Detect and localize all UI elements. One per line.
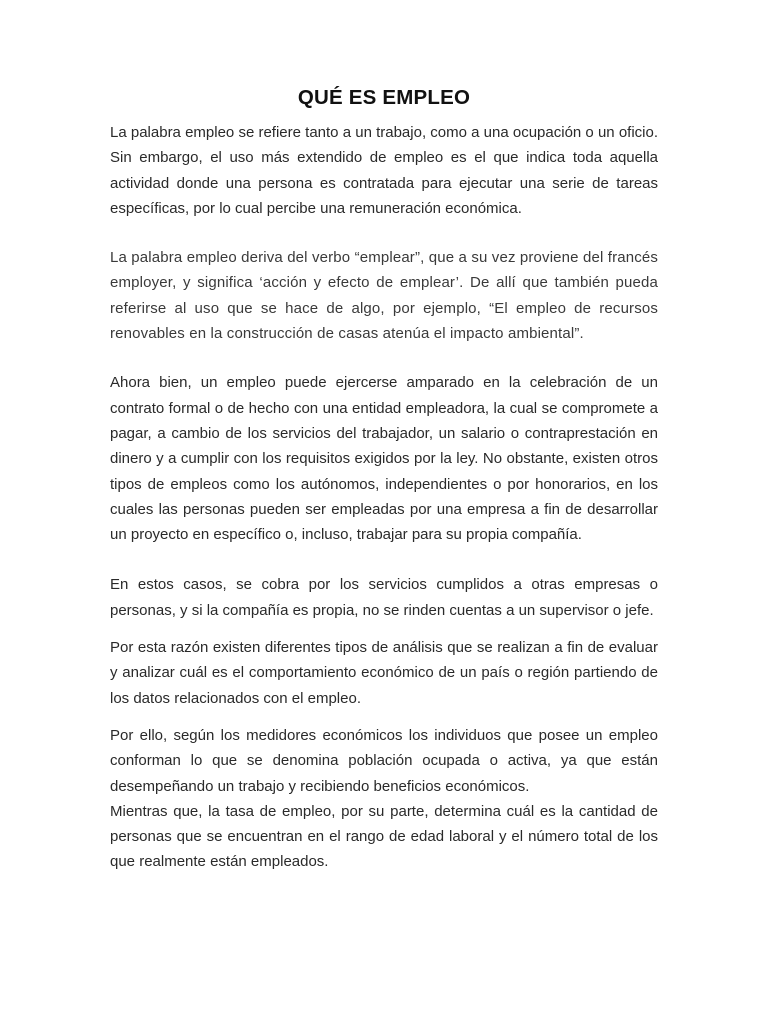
paragraph-employment-rate: Mientras que, la tasa de empleo, por su parte, determina cuál es la cantidad de personas que se encuentran en el rango de edad laboral y el número total de los que realmente están empleados. xyxy=(110,802,658,871)
paragraph-contract: Ahora bien, un empleo puede ejercerse amparado en la celebración de un contrato formal o de hecho con una entidad empleadora, la cual se compromete a pagar, a cambio de los servicios del trabajador, un salario o contraprestación en dinero y a cumplir con los requisitos exigidos por la ley. No obstante, existen otros tipos de empleos como los autónomos, independientes o por honorarios, en los cuales las personas pueden ser empleadas por una empresa a fin de desarrollar un proyecto en específico o, incluso, trabajar para su propia compañía. xyxy=(110,374,658,544)
document-title: QUÉ ES EMPLEO xyxy=(297,86,471,109)
paragraph-employed-population: Por ello, según los medidores económicos los individuos que posee un empleo conforman lo que se denomina población ocupada o activa, ya que están desempeñando un trabajo y recibiendo beneficios económicos. xyxy=(110,726,658,795)
document-page xyxy=(110,84,658,875)
paragraph-definition: La palabra empleo se refiere tanto a un trabajo, como a una ocupación o un oficio. Sin embargo, el uso más extendido de empleo es el que indica toda aquella actividad donde una persona es contratada para ejecutar una serie de tareas específicas, por lo cual percibe una remuneración económica. xyxy=(110,124,658,217)
paragraph-etymology: La palabra empleo deriva del verbo “emplear”, que a su vez proviene del francés employer, y significa ‘acción y efecto de emplear’. De allí que también pueda referirse al uso que se hace de algo, por ejemplo, “El empleo de recursos renovables en la construcción de casas atenúa el impacto ambiental”. xyxy=(110,249,658,343)
paragraph-self-employed: En estos casos, se cobra por los servicios cumplidos a otras empresas o personas, y si la compañía es propia, no se rinden cuentas a un supervisor o jefe. xyxy=(110,576,658,619)
paragraph-analysis: Por esta razón existen diferentes tipos de análisis que se realizan a fin de evaluar y analizar cuál es el comportamiento económico de un país o región partiendo de los datos relacionados con el empleo. xyxy=(110,639,658,707)
